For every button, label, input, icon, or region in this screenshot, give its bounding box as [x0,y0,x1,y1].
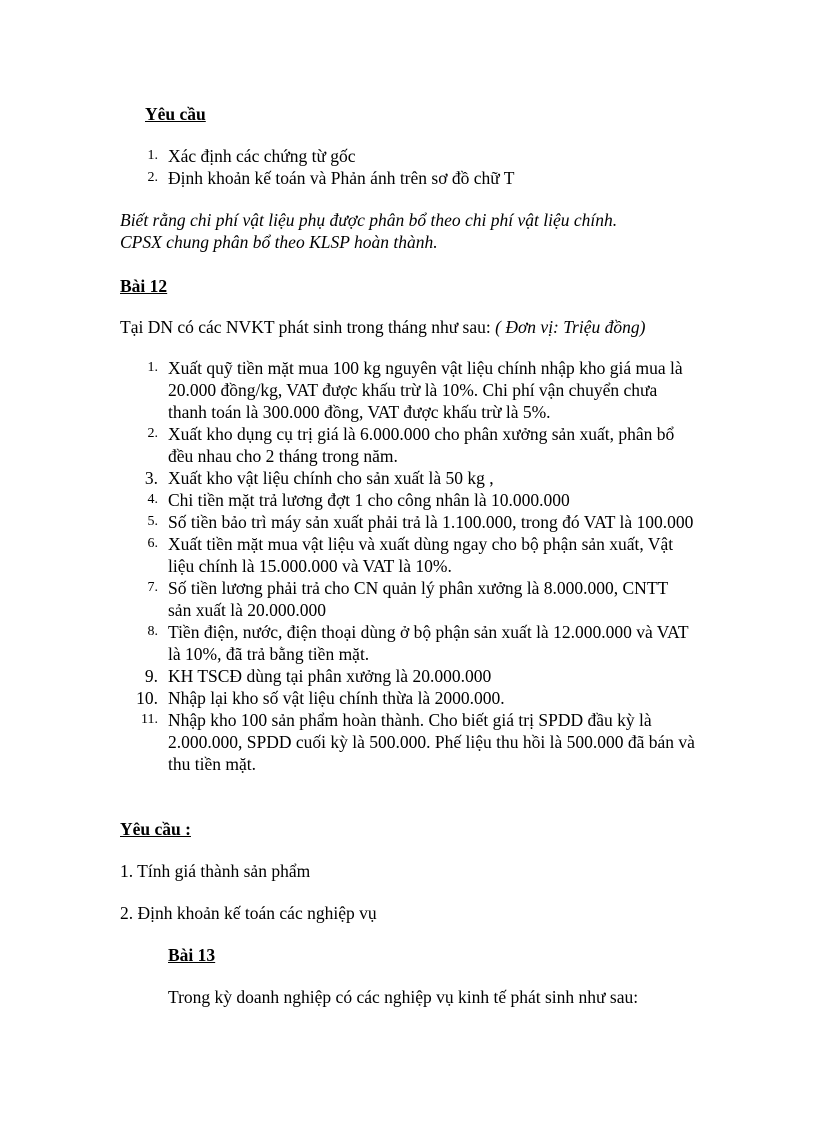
section-heading: Yêu cầu [145,104,206,124]
list-item: 11. Nhập kho 100 sản phẩm hoàn thành. Cho biết giá trị SPDD đầu kỳ là 2.000.000, SPDD cuối kỳ là 500.000. Phế liệu thu hồi là 500.000 đã bán và thu tiền mặt. [141,710,695,774]
list-item: 8. Tiền điện, nước, điện thoại dùng ở bộ phận sản xuất là 12.000.000 và VAT là 10%, đã trả bằng tiền mặt. [147,622,689,664]
list-item: 9. KH TSCĐ dùng tại phân xưởng là 20.000.000 [144,666,492,686]
requirement-heading: Yêu cầu : [120,819,191,839]
note-line: CPSX chung phân bổ theo KLSP hoàn thành. [120,232,438,252]
list-item: 1. Xác định các chứng từ gốc [147,146,356,166]
exercise-heading: Bài 12 [120,276,168,296]
requirement-item: 1. Tính giá thành sản phẩm [120,861,311,881]
transaction-list [120,357,695,775]
list-item: 2. Định khoản kế toán và Phản ánh trên sơ đồ chữ T [147,168,515,188]
exercise-intro [120,316,645,338]
exercise-intro: Trong kỳ doanh nghiệp có các nghiệp vụ kinh tế phát sinh như sau: [168,987,639,1007]
list-item: 6. Xuất tiền mặt mua vật liệu và xuất dùng ngay cho bộ phận sản xuất, Vật liệu chính là 15.000.000 và VAT là 10%. [147,534,674,576]
list-item: 10. Nhập lại kho số vật liệu chính thừa là 2000.000. [136,688,505,708]
list-item: 5. Số tiền bảo trì máy sản xuất phải trả là 1.100.000, trong đó VAT là 100.000 [147,512,694,532]
requirement-list [120,145,680,189]
intro-text: Tại DN có các NVKT phát sinh trong tháng như sau: [120,317,496,337]
requirement-item: 2. Định khoản kế toán các nghiệp vụ [120,903,377,923]
unit-note: ( Đơn vị: Triệu đồng) [495,317,646,337]
list-item: 7. Số tiền lương phải trả cho CN quản lý phân xưởng là 8.000.000, CNTT sản xuất là 20.000.000 [147,578,668,620]
exercise-heading: Bài 13 [168,945,216,965]
note-line: Biết rằng chi phí vật liệu phụ được phân bổ theo chi phí vật liệu chính. [120,210,618,230]
list-item: 1. Xuất quỹ tiền mặt mua 100 kg nguyên vật liệu chính nhập kho giá mua là 20.000 đồng/kg, VAT được khấu trừ là 10%. Chi phí vận chuyển chưa thanh toán là 300.000 đồng, VAT được khấu trừ là 5%. [147,358,683,422]
list-item: 3. Xuất kho vật liệu chính cho sản xuất là 50 kg , [144,468,494,488]
list-item: 2. Xuất kho dụng cụ trị giá là 6.000.000 cho phân xưởng sản xuất, phân bổ đều nhau cho 2 tháng trong năm. [147,424,675,466]
list-item: 4. Chi tiền mặt trả lương đợt 1 cho công nhân là 10.000.000 [147,490,570,510]
